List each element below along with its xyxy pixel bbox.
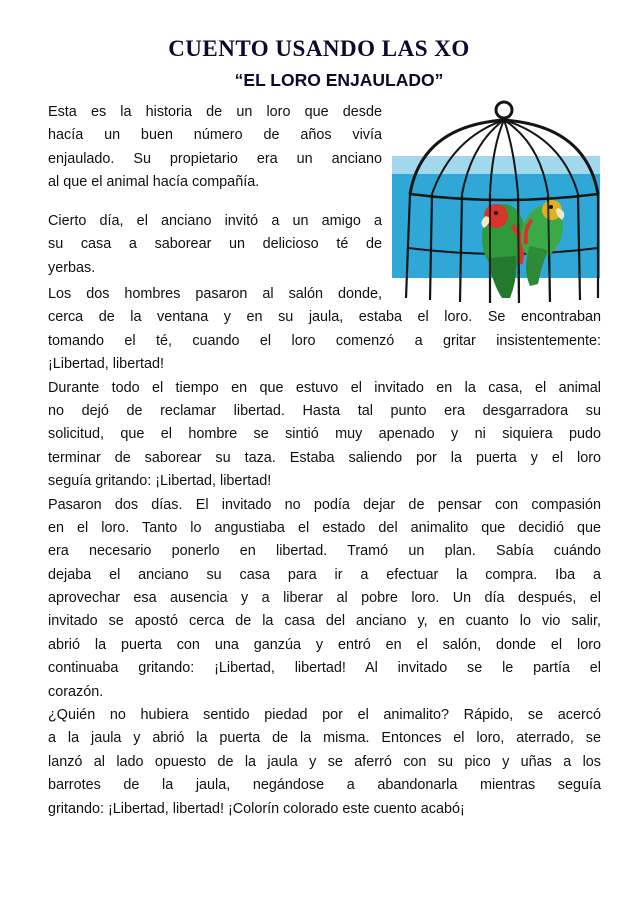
text-line: terminar de saborear su taza. Estaba saliendo por la puerta y el loro [48,449,601,466]
text-line: solicitud, que el hombre se sintió muy apenado y ni siquiera pudo [48,426,601,443]
paragraph-intro [48,101,382,195]
text-line: yerbas. [48,259,96,276]
text-line: gritando: ¡Libertad, libertad! ¡Colorín colorado este cuento acabó¡ [48,800,465,817]
text-line: barrotes de la jaula, negándose a abandonarla mientras seguía [48,777,601,794]
text-line: Cierto día, el anciano invitó a un amigo a [48,213,382,229]
text-line: era necesario ponerlo en libertad. Tramó un plan. Sabía cuándo [48,543,601,560]
text-line: ¡Libertad, libertad! [48,356,164,373]
paragraph-visit [48,210,382,280]
text-line: continuaba gritando: ¡Libertad, libertad! Al invitado se le partía el [48,660,601,677]
text-line: Pasaron dos días. El invitado no podía dejar de pensar con compasión [48,496,601,513]
text-line: aprovechar esa ausencia y a liberar al pobre loro. Un día después, el [48,590,601,607]
text-line: ¿Quién no hubiera sentido piedad por el animalito? Rápido, se acercó [48,707,601,724]
parrots-in-cage-illustration [392,98,600,304]
text-line: invitado se apostó cerca de la casa del anciano y, en cuanto lo vio salir, [48,613,601,630]
text-line: enjaulado. Su propietario era un anciano [48,150,382,167]
text-line: al que el animal hacía compañía. [48,174,260,191]
text-line: tomando el té, cuando el loro comenzó a gritar insistentemente: [48,332,601,349]
text-line: Los dos hombres pasaron al salón donde, [48,286,382,302]
text-line: Durante todo el tiempo en que estuvo el invitado en la casa, el animal [48,379,601,396]
text-line: cerca de la ventana y en su jaula, estaba el loro. Se encontraban [48,309,601,326]
story-title: “EL LORO ENJAULADO” [234,70,444,90]
text-line: no dejó de reclamar libertad. Hasta tal punto era desgarradora su [48,402,601,419]
text-line: su casa a saborear un delicioso té de [48,236,382,253]
cage-ring [496,102,512,118]
text-line: lanzó al lado opuesto de la jaula y se aferró con su pico y uñas a los [48,753,601,770]
text-line: seguía gritando: ¡Libertad, libertad! [48,473,272,490]
text-line: corazón. [48,683,104,700]
text-line: Esta es la historia de un loro que desde [48,104,382,120]
text-line: a la jaula y abrió la puerta de la misma. Entonces el loro, aterrado, se [48,730,601,747]
text-line: en el loro. Tanto lo angustiaba el estado del animalito que decidió que [48,519,601,536]
text-line: hacía un buen número de años vivía [48,127,382,144]
text-line: abrió la puerta con una ganzúa y entró en el salón, donde el loro [48,636,601,653]
paragraph-story [48,283,601,821]
text-line: dejaba el anciano su casa para ir a efectuar la compra. Iba a [48,566,601,583]
document-title: CUENTO USANDO LAS XO [168,36,470,61]
